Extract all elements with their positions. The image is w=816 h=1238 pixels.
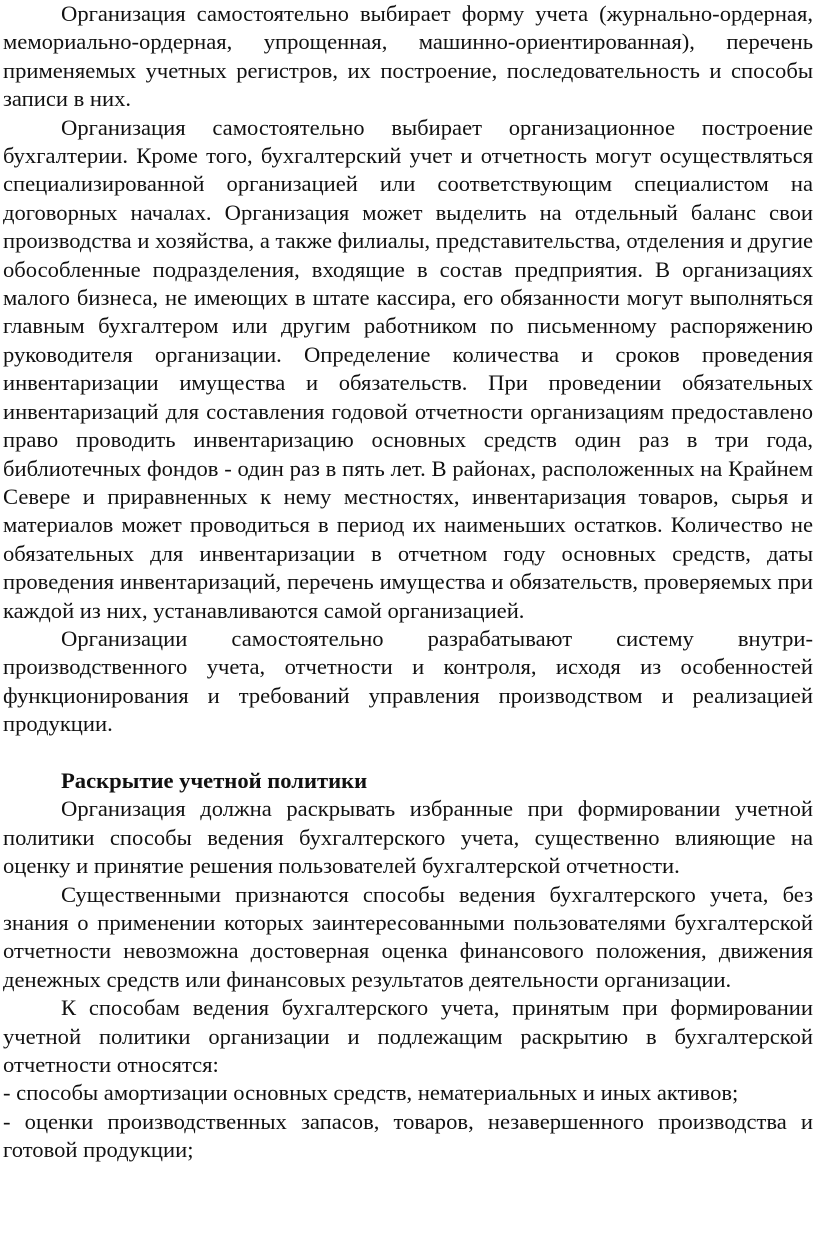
paragraph-accounting-form: Организация самостоятельно выбирает форму учета (журнально-ордерная, мемориально-ордерная, упрощенная, машинно-ориентированная), перечень применяемых учетных регистров, их построение, последовательность и способы записи в них.	[3, 1, 813, 112]
list-item-inventory-valuation: - оценки производственных запасов, товаров, незавершенного производства и готовой продукции;	[3, 1108, 813, 1163]
document-page	[3, 0, 813, 1165]
paragraph-internal-accounting: Организации самостоятельно разрабатывают систему внутри-производственного учета, отчетности и контроля, исходя из особенностей функционирования и требований управления производством и реализацией продукции.	[3, 625, 813, 737]
section-heading: Раскрытие учетной политики	[61, 767, 368, 793]
paragraph-organization-structure: Организация самостоятельно выбирает организационное построение бухгалтерии. Кроме того, бухгалтерский учет и отчетность могут осуществляться специализированной организацией или соответствующим специалистом на договорных началах. Организация может выделить на отдельный баланс свои производства и хозяйства, а также филиалы, представительства, отделения и другие обособленные подразделения, входящие в состав предприятия. В организациях малого бизнеса, не имеющих в штате кассира, его обязанности могут выполняться главным бухгалтером или другим работником по письменному распоряжению руководителя организации. Определение количества и сроков проведения инвентаризации имущества и обязательств. При проведении обязательных инвентаризаций для составления годовой отчетности организациям предоставлено право проводить инвентаризацию основных средств один раз в три года, библиотечных фондов - один раз в пять лет. В районах, расположенных на Крайнем Севере и приравненных к нему местностях, инвентаризация товаров, сырья и материалов может проводиться в период их наименьших остатков. Количество не обязательных для инвентаризации в отчетном году основных средств, даты проведения инвентаризаций, перечень имущества и обязательств, проверяемых при каждой из них, устанавливаются самой организацией.	[3, 114, 813, 623]
list-item-depreciation: - способы амортизации основных средств, нематериальных и иных активов;	[3, 1080, 739, 1106]
paragraph-disclosure: Организация должна раскрывать избранные при формировании учетной политики способы ведения бухгалтерского учета, существенно влияющие на оценку и принятие решения пользователей бухгалтерской отчетности.	[3, 796, 813, 879]
paragraph-material-methods: Существенными признаются способы ведения бухгалтерского учета, без знания о применении которых заинтересованными пользователями бухгалтерской отчетности невозможна достоверная оценка финансового положения, движения денежных средств или финансовых результатов деятельности организации.	[3, 881, 813, 992]
paragraph-methods-list-intro: К способам ведения бухгалтерского учета, принятым при формировании учетной политики организации и подлежащим раскрытию в бухгалтерской отчетности относятся:	[3, 995, 813, 1078]
